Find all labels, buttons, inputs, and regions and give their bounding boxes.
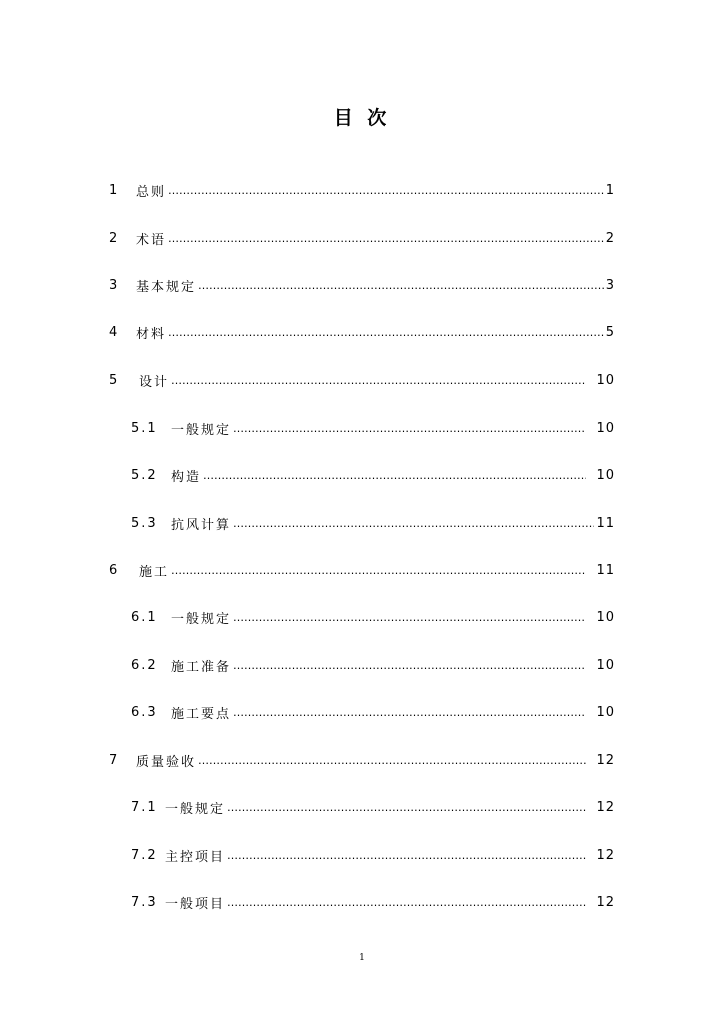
toc-entry-label: 施工 xyxy=(139,564,170,580)
toc-entry[interactable] xyxy=(0,606,724,628)
toc-leader-dots xyxy=(233,422,586,435)
toc-entry[interactable] xyxy=(0,749,724,771)
toc-entry-label: 一般规定 xyxy=(165,801,226,817)
toc-entry-label: 材料 xyxy=(136,326,167,342)
toc-entry-number: 6.1 xyxy=(131,609,158,625)
toc-leader-dots xyxy=(168,232,604,245)
toc-leader-dots xyxy=(171,564,586,577)
toc-entry-number: 5.1 xyxy=(131,420,158,436)
toc-entry[interactable] xyxy=(0,844,724,866)
toc-leader-dots xyxy=(171,374,586,387)
toc-entry[interactable] xyxy=(0,796,724,818)
toc-entry-number: 5.2 xyxy=(131,467,158,483)
toc-entry-number: 6.2 xyxy=(131,657,158,673)
toc-entry-label: 主控项目 xyxy=(165,849,226,865)
toc-entry-page: 5 xyxy=(605,324,615,340)
toc-entry-number: 2 xyxy=(109,230,120,246)
toc-entry-number: 6.3 xyxy=(131,704,158,720)
toc-leader-dots xyxy=(233,659,586,672)
toc-entry-page: 11 xyxy=(596,515,615,531)
toc-entry-number: 7.3 xyxy=(131,894,158,910)
toc-entry-number: 7 xyxy=(109,752,120,768)
toc-entry-label: 质量验收 xyxy=(136,754,197,770)
toc-entry[interactable] xyxy=(0,512,724,534)
toc-entry-page: 12 xyxy=(596,847,615,863)
toc-leader-dots xyxy=(168,326,604,339)
toc-leader-dots xyxy=(198,754,586,767)
toc-entry-page: 1 xyxy=(605,182,615,198)
toc-entry-label: 施工准备 xyxy=(171,659,232,675)
toc-entry-page: 10 xyxy=(596,657,615,673)
toc-entry-number: 5 xyxy=(109,372,120,388)
toc-entry[interactable] xyxy=(0,274,724,296)
toc-entry[interactable] xyxy=(0,321,724,343)
toc-entry-number: 4 xyxy=(109,324,120,340)
toc-entry[interactable] xyxy=(0,701,724,723)
toc-entry[interactable] xyxy=(0,227,724,249)
toc-leader-dots xyxy=(168,184,604,197)
toc-entry-page: 12 xyxy=(596,799,615,815)
toc-entry-page: 10 xyxy=(596,609,615,625)
toc-entry-page: 11 xyxy=(596,562,615,578)
toc-entry-label: 施工要点 xyxy=(171,706,232,722)
toc-leader-dots xyxy=(227,801,586,814)
toc-entry-page: 12 xyxy=(596,752,615,768)
toc-entry-label: 设计 xyxy=(139,374,170,390)
toc-leader-dots xyxy=(227,896,586,909)
toc-entry-page: 2 xyxy=(605,230,615,246)
toc-leader-dots xyxy=(203,469,586,482)
toc-entry-label: 一般规定 xyxy=(171,422,232,438)
toc-entry[interactable] xyxy=(0,464,724,486)
toc-entry-label: 总则 xyxy=(136,184,167,200)
toc-entry-page: 10 xyxy=(596,372,615,388)
toc-entry-page: 10 xyxy=(596,704,615,720)
toc-entry-page: 10 xyxy=(596,420,615,436)
toc-entry-page: 10 xyxy=(596,467,615,483)
toc-entry-number: 6 xyxy=(109,562,120,578)
toc-entry[interactable] xyxy=(0,654,724,676)
toc-entry[interactable] xyxy=(0,417,724,439)
toc-entry-label: 一般规定 xyxy=(171,611,232,627)
toc-entry-label: 术语 xyxy=(136,232,167,248)
toc-leader-dots xyxy=(233,611,586,624)
toc-entry-number: 7.2 xyxy=(131,847,158,863)
toc-entry-number: 5.3 xyxy=(131,515,158,531)
toc-leader-dots xyxy=(233,517,594,530)
toc-entry-number: 3 xyxy=(109,277,120,293)
toc-leader-dots xyxy=(233,706,586,719)
toc-entry[interactable] xyxy=(0,179,724,201)
page-number-footer: 1 xyxy=(359,953,365,963)
toc-leader-dots xyxy=(198,279,604,292)
toc-entry-page: 3 xyxy=(605,277,615,293)
toc-entry-page: 12 xyxy=(596,894,615,910)
toc-title: 目 次 xyxy=(333,107,391,129)
toc-entry[interactable] xyxy=(0,891,724,913)
toc-entry-label: 抗风计算 xyxy=(171,517,232,533)
toc-entry-number: 7.1 xyxy=(131,799,158,815)
toc-entry-number: 1 xyxy=(109,182,120,198)
toc-entry-label: 基本规定 xyxy=(136,279,197,295)
toc-entry-label: 构造 xyxy=(171,469,202,485)
toc-entry-label: 一般项目 xyxy=(165,896,226,912)
toc-entry[interactable] xyxy=(0,369,724,391)
toc-leader-dots xyxy=(227,849,586,862)
toc-entry[interactable] xyxy=(0,559,724,581)
